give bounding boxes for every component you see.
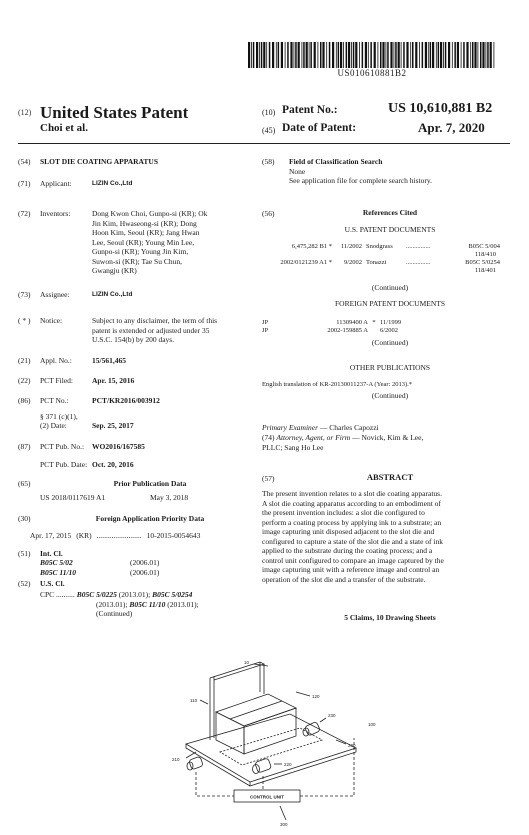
barcode-bar [340,42,342,68]
barcode-bar [368,42,369,68]
code-87: (87) [18,442,31,451]
barcode-bar [359,42,360,68]
int-cl-version: (2006.01) [130,558,160,567]
barcode-bar [378,42,379,68]
barcode-bar [432,42,434,68]
field-search-none: None [289,167,306,176]
field-search-heading: Field of Classification Search [289,157,383,166]
list-item [268,267,508,275]
us-cl-field [18,579,65,589]
barcode-bar [303,42,305,68]
notice-field [18,316,217,345]
barcode-bar [338,42,340,68]
barcode-bar [346,42,348,68]
barcode-bar [281,42,283,68]
ref-class: B05C 5/004 [468,243,500,250]
fd-star [368,327,380,335]
code-57: (57) [262,474,275,483]
barcode-bar [269,42,271,68]
abstract-text [262,489,510,584]
code-72: (72) [18,209,31,218]
code-71: (71) [18,179,31,188]
barcode-bar [374,42,376,68]
code-51: (51) [18,549,31,558]
s371-date-value: Sep. 25, 2017 [92,421,134,430]
abstract-line: A slot die coating apparatus according to an embodiment of [262,498,441,508]
barcode-bar [370,42,372,68]
ref-label: 200 [348,743,356,748]
notice-text [92,316,217,345]
code-54: (54) [18,157,31,166]
barcode-bar [390,42,392,68]
header-rule [18,143,510,144]
barcode-bar [401,42,402,68]
s371-date [40,421,134,431]
slot-die-line [230,701,282,719]
barcode-number: US010610881B2 [337,68,407,78]
pct-no-value: PCT/KR2016/003912 [92,396,160,405]
barcode-bar [362,42,364,68]
fp-country: (KR) [76,531,92,540]
barcode-bar [310,42,312,68]
cpc-class: B05C 5/0254 [152,590,193,599]
leader-110 [200,700,208,704]
support-top [210,662,264,680]
barcode-bar [253,42,255,68]
notice-label: Notice: [40,316,63,325]
fd-date: 11/1999 [380,319,402,326]
fd-country: JP [262,319,269,326]
attorney-name: — Novick, Kim & Lee, [350,433,424,442]
code-56: (56) [262,209,275,218]
inventor-line: Gwangju (KR) [92,266,137,275]
pct-filed-value: Apr. 15, 2016 [92,376,135,385]
barcode-bar [298,42,300,68]
abstract-line: image capturing unit disposed adjacent to the slot die and [262,527,435,536]
barcode-bar [343,42,344,68]
barcode-bar [278,42,280,68]
claims-sheets: 5 Claims, 10 Drawing Sheets [344,613,436,622]
assignee-label: Assignee: [40,290,70,299]
attorney-label: Attorney, Agent, or Firm [276,433,351,442]
barcode-bar [415,42,417,68]
assignee-field [18,290,132,299]
field-search-note: See application file for complete search history. [289,176,433,185]
patent-number: US 10,610,881 B2 [388,101,493,116]
patent-no-label: Patent No.: [282,104,338,116]
barcode-bar [353,42,355,68]
barcode-bar [256,42,258,68]
cpc-class: B05C 5/0225 [76,590,117,599]
cpc-version: (2013.01); [96,599,130,609]
barcode-bar [290,42,292,68]
barcode-bar [452,42,453,68]
barcode-bar [395,42,397,68]
pct-pub-date-label: PCT Pub. Date: [40,460,88,469]
ref-number: 2002/0121239 A1 * [280,259,332,266]
barcode-bar [306,42,308,68]
barcode-bar [419,42,420,68]
barcode-bar [487,42,489,68]
barcode-bar [382,42,384,68]
barcode-bar [386,42,387,68]
other-pubs-heading: OTHER PUBLICATIONS [349,363,431,372]
prior-pub-number: US 2018/0117619 A1 [40,493,106,502]
control-unit-label: CONTROL UNIT [250,794,284,800]
examiner-label: Primary Examiner [262,423,319,432]
code-45: (45) [262,126,276,135]
ref-name: Snodgrass [366,243,393,250]
foreign-docs-list [262,319,462,335]
inventors-field [18,209,207,276]
int-cl-list [40,558,240,577]
fd-date: 6/2002 [380,327,399,334]
barcode-bar [332,42,334,68]
fd-country: JP [262,327,269,334]
abstract-heading: ABSTRACT [366,472,414,482]
appl-no-value: 15/561,465 [92,356,126,365]
code-22: (22) [18,376,31,385]
assignee-value: LIZIN Co.,Ltd [92,291,133,298]
abstract-line: The present invention relates to a slot die coating apparatus. [262,489,442,498]
ref-label: 220 [284,762,292,767]
ref-label: 100 [368,722,376,727]
cpc-label: CPC .......... [40,590,75,599]
appl-no-field [18,356,126,366]
notice-line: U.S.C. 154(b) by 200 days. [92,335,175,344]
date-label: Date of Patent: [282,122,357,134]
cpc-block [40,590,270,619]
barcode-bar [490,42,492,68]
barcode-bar [403,42,405,68]
barcode-bar [412,42,414,68]
list-item [268,243,508,251]
barcode-bar [463,42,465,68]
ref-dots: ............... [406,259,431,266]
barcode-bar [351,42,352,68]
code-86: (86) [18,396,31,405]
coated-area [220,728,322,765]
barcode-bar [276,42,277,68]
camera-220 [253,758,272,774]
code-65: (65) [18,479,31,488]
support-right [260,662,264,694]
continued-label: (Continued) [96,609,133,618]
code-52: (52) [18,579,31,588]
list-item [262,327,462,335]
substrate-plate [186,714,356,782]
cpc-version: (2013.01); [116,590,153,599]
abstract-line: perform a coating process by applying ink to a substrate; an [262,517,442,527]
pct-pub-date-field [40,460,134,470]
barcode-bar [322,42,324,68]
barcode-bar [494,42,495,68]
barcode-bar [261,42,263,68]
barcode-bar [478,42,479,68]
code-12: (12) [18,108,32,117]
barcode-bar [314,42,316,68]
continued-label: (Continued) [371,391,409,400]
notice-line: patent is extended or adjusted under 35 [92,325,210,335]
applicant-value: LIZIN Co.,Ltd [92,180,133,187]
ref-number: 6,475,282 B1 * [291,243,332,250]
prior-pub-date: May 3, 2018 [150,493,189,502]
us-cl-label: U.S. Cl. [40,579,65,588]
barcode-bar [294,42,295,68]
barcode-bar [302,42,303,68]
code-10: (10) [262,108,276,117]
barcode-bar [394,42,395,68]
barcode-bar [259,42,260,68]
pct-pub-no-field [18,442,145,452]
leader-230 [320,718,326,722]
int-cl-class: B05C 5/02 [40,558,73,567]
pct-no-label: PCT No.: [40,396,69,405]
continued-label: (Continued) [371,338,409,347]
slot-die-front [216,712,244,754]
int-cl-label: Int. Cl. [40,549,63,558]
code-30: (30) [18,514,31,523]
barcode-bar [348,42,350,68]
fd-number: 11309400 A [336,319,368,326]
examiner-line [262,423,379,433]
ref-class: B05C 5/0254 [465,259,500,266]
ref-date: 11/2002 [340,243,362,250]
fd-star: * [372,319,376,326]
barcode-bar [425,42,427,68]
title-field [18,157,158,167]
barcode-bar [320,42,322,68]
invention-title: SLOT DIE COATING APPARATUS [40,157,159,166]
ref-subclass: 118/410 [474,251,496,258]
inventor-line: Lee, Seoul (KR); Young Min Lee, [92,237,195,247]
barcode-bar [443,42,444,68]
code-74: (74) [262,433,275,442]
inventors-list [92,209,207,276]
leader-300 [280,806,286,820]
ref-subclass: 118/401 [474,267,496,274]
barcode-bar [482,42,484,68]
pct-filed-label: PCT Filed: [40,376,73,385]
inventor-line: Jin Kim, Hwaseong-si (KR); Dong [92,218,197,228]
inventor-line: Gunpo-si (KR); Young Jin Kim, [92,247,189,256]
barcode-bar [326,42,327,68]
leader-120 [296,692,310,696]
link-left [196,772,234,796]
barcode-bar [438,42,440,68]
barcode-bar [263,42,265,68]
foreign-priority-heading: Foreign Application Priority Data [95,514,205,523]
s371-date-label: (2) Date: [40,421,67,430]
barcode-bar [422,42,424,68]
list-item [268,259,508,267]
abstract-line: image capturing unit with a reference image and control an [262,565,440,574]
fp-dots: ........................ [96,531,142,540]
abstract-line: control unit configured to compare an image captured by the [262,555,444,565]
foreign-priority-row [30,531,200,541]
barcode-bar [470,42,471,68]
barcode-bar [486,42,487,68]
code-58: (58) [262,157,275,166]
cpc-class: B05C 11/10 [129,599,166,609]
barcode-bar [355,42,357,68]
barcode-bar [272,42,274,68]
continued-label: (Continued) [371,283,409,292]
barcode-bar [387,42,389,68]
notice-line: Subject to any disclaimer, the term of this [92,316,218,325]
ref-label: 230 [328,713,336,718]
list-item [268,251,508,259]
examiner-name: — Charles Capozzi [318,423,379,432]
ref-name: Tonazzi [366,259,387,266]
barcode-bar [248,42,250,68]
barcode-bar [454,42,456,68]
barcode-bar [474,42,476,68]
leader-110-top [254,664,268,666]
other-pubs-text: English translation of KR-20130011237-A (Year: 2013).* [262,381,413,388]
barcode-bar [318,42,319,68]
list-item [262,319,462,327]
fd-number: 2002-159885 A [327,327,368,334]
applicant-field [18,179,132,188]
barcode-bar [472,42,474,68]
patent-type-title: United States Patent [40,103,189,122]
abstract-line: applied to the substrate during the coating process; and a [262,546,433,555]
barcode-bar [410,42,411,68]
fp-number: 10-2015-0054643 [146,531,201,540]
code-73: (73) [18,290,31,299]
inventor-line: Hoon Kim, Seoul (KR); Jang Hwan [92,228,200,237]
inventor-line: Dong Kwon Choi, Gunpo-si (KR); Ok [92,209,208,218]
barcode-bar [480,42,482,68]
refs-heading: References Cited [362,208,418,217]
ref-label: 10 [244,660,250,665]
us-docs-heading: U.S. PATENT DOCUMENTS [344,225,436,234]
barcode-bar [309,42,310,68]
abstract-line: configured to capture a state of the slot die and a state of ink [262,536,443,546]
ref-label: 110 [190,698,198,703]
ref-label: 210 [172,757,180,762]
barcode-bar [251,42,252,68]
barcode-bar [329,42,331,68]
appl-no-label: Appl. No.: [40,356,72,365]
barcode-bar [336,42,337,68]
substrate-edge [250,748,356,786]
barcode-bar [406,42,408,68]
barcode-bar [365,42,367,68]
barcode-bar [380,42,382,68]
s371-line1: § 371 (c)(1), [40,412,78,421]
pct-pub-date-value: Oct. 20, 2016 [92,460,134,469]
foreign-docs-heading: FOREIGN PATENT DOCUMENTS [334,299,445,308]
leader-210 [186,752,196,758]
ref-label: 300 [280,822,288,827]
inventor-short: Choi et al. [40,122,88,134]
barcode-bar [428,42,429,68]
int-cl-version: (2006.01) [130,567,160,577]
ref-date: 9/2002 [343,259,362,266]
pct-pub-no-value: WO2016/167585 [92,442,145,451]
cpc-version: (2013.01); [165,599,199,609]
barcode-bar [285,42,286,68]
barcode-bar [466,42,468,68]
abstract-line: the present invention includes: a slot die configured to [262,508,425,517]
code-notice: ( * ) [18,316,31,325]
pct-no-field [18,396,160,406]
barcode-bar [430,42,432,68]
barcode-bar [457,42,459,68]
applicant-label: Applicant: [40,179,72,188]
barcode-bar [440,42,442,68]
barcode-bar [448,42,450,68]
patent-date: Apr. 7, 2020 [418,120,485,135]
attorney-line2: PLLC; Sang Ho Lee [262,443,324,452]
support-left [210,676,214,740]
barcode-bar [445,42,447,68]
ref-label: 120 [312,694,320,699]
int-cl-class: B05C 11/10 [40,567,77,577]
camera-210 [187,756,203,770]
attorney-line [262,433,423,443]
ref-dots: ............... [406,243,431,250]
barcode-bar [287,42,289,68]
barcode-bar [461,42,462,68]
pct-filed-field [18,376,134,386]
us-docs-list [268,243,508,275]
patent-figure [150,648,390,830]
barcode-bar [436,42,437,68]
prior-pub-heading: Prior Publication Data [113,479,187,488]
inventor-line: Suwon-si (KR); Tae Su Chun, [92,256,182,266]
fp-date: Apr. 17, 2015 [30,531,72,540]
inventors-label: Inventors: [40,209,71,218]
barcode-bar [398,42,400,68]
barcode-bar [266,42,267,68]
barcode [248,42,496,68]
barcode-bar [295,42,297,68]
abstract-line: operation of the slot die and a transfer of the substrate. [262,574,426,584]
code-21: (21) [18,356,31,365]
pct-pub-no-label: PCT Pub. No.: [40,442,85,451]
